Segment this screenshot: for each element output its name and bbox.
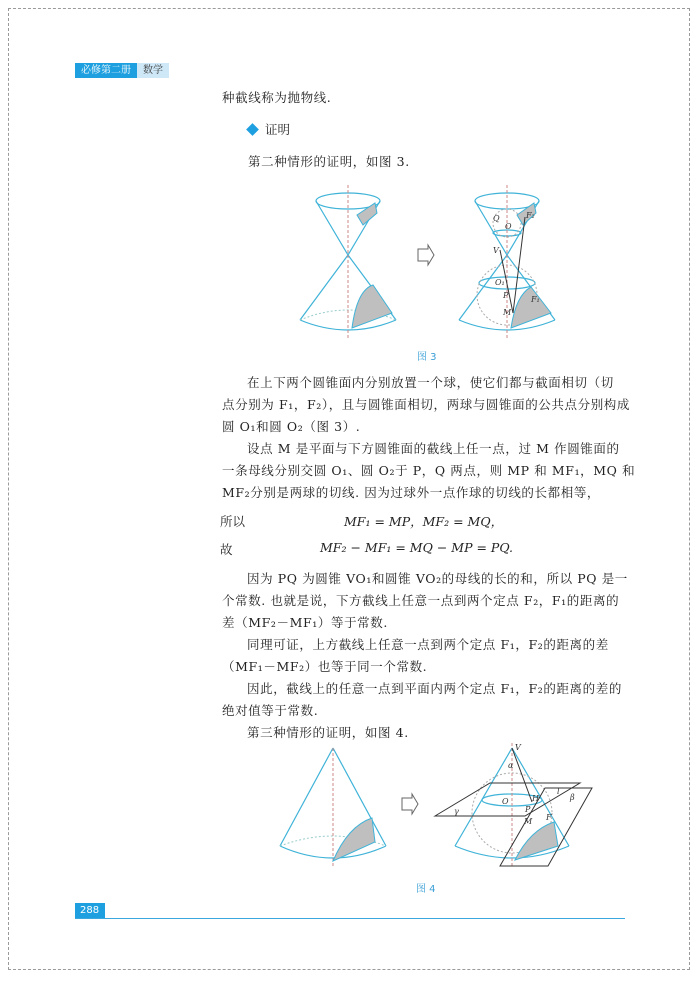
fig4-label-gamma: γ (454, 807, 459, 816)
case2-intro: 第二种情形的证明，如图 3. (248, 154, 410, 169)
fig4-label-o: O (502, 797, 509, 806)
fig4-label-h: H (532, 794, 539, 803)
fig4-label-l: l (557, 787, 560, 796)
diamond-icon (246, 123, 259, 136)
arrow-right-icon (402, 794, 418, 814)
fig3-label-m: M (503, 308, 512, 317)
fig3-label-f2: F₂ (526, 211, 535, 220)
paragraph-2-line-1: 设点 M 是平面与下方圆锥面的截线上任一点，过 M 作圆锥面的 (247, 441, 620, 456)
intro-text: 种截线称为抛物线. (222, 90, 332, 105)
paragraph-1-line-1: 在上下两个圆锥面内分别放置一个球，使它们都与截面相切（切 (247, 375, 614, 390)
fig4-label-beta: β (570, 793, 575, 802)
formula-2: MF₂ − MF₁ = MQ − MP = PQ. (320, 540, 513, 555)
fig3-label-v: V (493, 246, 499, 255)
formula-1: MF₁ = MP，MF₂ = MQ， (344, 514, 504, 529)
paragraph-1-line-3: 圆 O₁和圆 O₂（图 3）. (222, 419, 361, 434)
paragraph-5-line-2: 绝对值等于常数. (222, 703, 319, 718)
case3-intro: 第三种情形的证明，如图 4. (247, 725, 409, 740)
figure-3-caption: 图 3 (417, 352, 437, 363)
paragraph-2-line-2: 一条母线分别交圆 O₁、圆 O₂于 P，Q 两点，则 MP 和 MF₁，MQ 和 (222, 463, 636, 478)
paragraph-2-line-3: MF₂分别是两球的切线. 因为过球外一点作球的切线的长都相等， (222, 485, 601, 500)
paragraph-4-line-1: 同理可证，上方截线上任意一点到两个定点 F₁，F₂的距离的差 (247, 637, 609, 652)
figure-4 (270, 738, 600, 873)
fig3-label-o1: O₁ (495, 278, 505, 287)
paragraph-5-line-1: 因此，截线上的任意一点到平面内两个定点 F₁，F₂的距离的差的 (247, 681, 622, 696)
figure-4-caption: 图 4 (416, 884, 436, 895)
section-title: 证明 (265, 122, 291, 137)
running-header (75, 63, 169, 78)
fig3-label-p: P (503, 291, 509, 300)
fig4-label-m: M (524, 817, 533, 826)
fig4-label-v: V (515, 743, 521, 752)
fig3-label-q: Q (493, 214, 500, 223)
paragraph-1-line-2: 点分别为 F₁，F₂），且与圆锥面相切，两球与圆锥面的公共点分别构成 (222, 397, 630, 412)
fig3-label-o2: O (505, 222, 512, 231)
formula-2-label: 故 (220, 542, 233, 557)
page-number: 288 (75, 903, 105, 918)
book-label: 必修第二册 (75, 63, 137, 78)
fig4-label-alpha: α (508, 761, 514, 770)
paragraph-3-line-2: 个常数. 也就是说，下方截线上任意一点到两个定点 F₂，F₁的距离的 (222, 593, 620, 608)
fig3-label-f1: F₁ (531, 295, 540, 304)
paragraph-4-line-2: （MF₁－MF₂）也等于同一个常数. (222, 659, 428, 674)
paragraph-3-line-3: 差（MF₂－MF₁）等于常数. (222, 615, 388, 630)
section-heading (248, 120, 290, 138)
subject-label: 数学 (137, 63, 169, 78)
figure-3 (285, 185, 585, 345)
fig4-label-f: F (546, 813, 552, 822)
footer-rule (75, 918, 625, 919)
formula-1-label: 所以 (220, 514, 246, 529)
fig4-label-p: P (525, 805, 531, 814)
arrow-right-icon (418, 245, 434, 265)
paragraph-3-line-1: 因为 PQ 为圆锥 VO₁和圆锥 VO₂的母线的长的和，所以 PQ 是一 (247, 571, 628, 586)
